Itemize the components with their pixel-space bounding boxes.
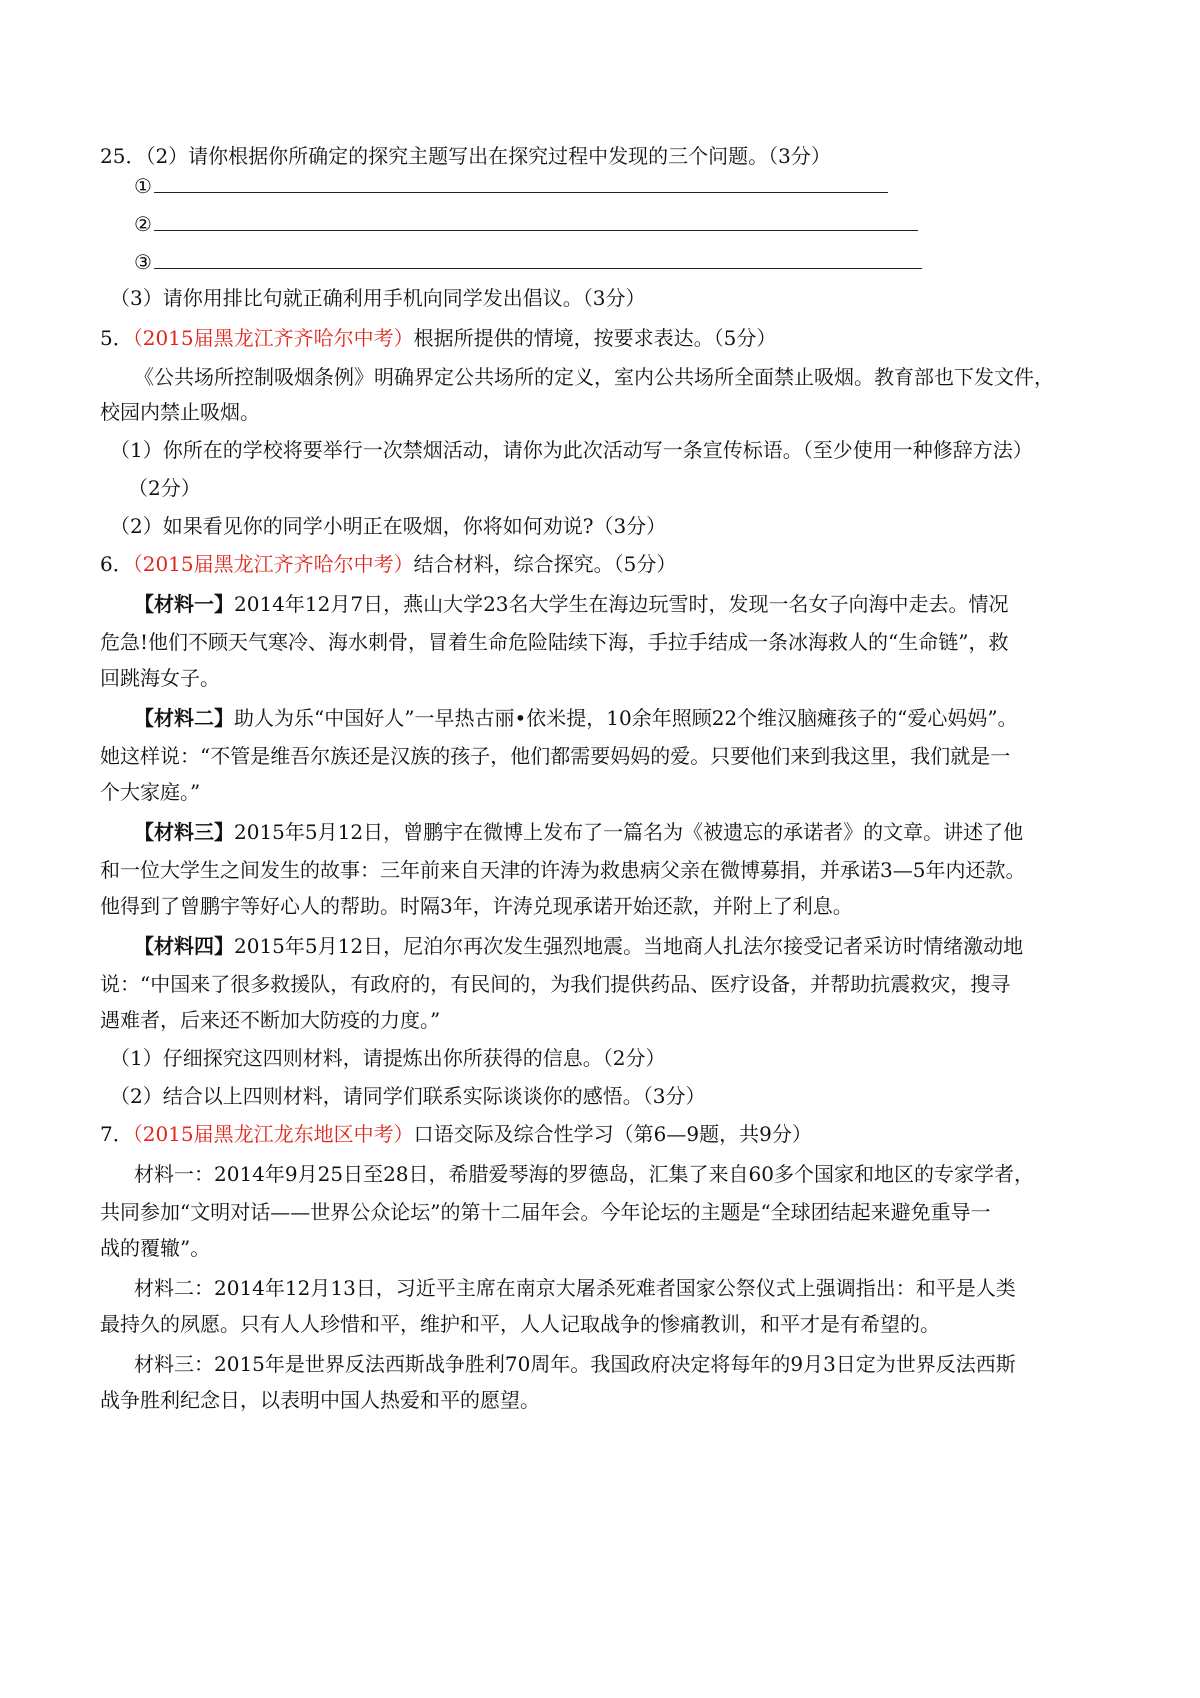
q6-material2-line-2: 她这样说：“不管是维吾尔族还是汉族的孩子，他们都需要妈妈的爱。只要他们来到我这里，我们就是一 [100, 744, 1011, 768]
q6-sub2: （2）结合以上四则材料，请同学们联系实际谈谈你的感悟。（3分） [110, 1084, 706, 1108]
q6-source: （2015届黑龙江齐齐哈尔中考） [132, 552, 414, 576]
q7-material1-line-3: 战的覆辙”。 [100, 1236, 211, 1260]
q7-material1-line-1: 材料一：2014年9月25日至28日，希腊爱琴海的罗德岛，汇集了来自60多个国家和地区的专家学者， [134, 1162, 1034, 1186]
q7-material1-line-2: 共同参加“文明对话——世界公众论坛”的第十二届年会。今年论坛的主题是“全球团结起来避免重导一 [100, 1200, 991, 1224]
q6-material4-line-1: 【材料四】2015年5月12日，尼泊尔再次发生强烈地震。当地商人扎法尔接受记者采访时情绪激动地 [134, 934, 1024, 958]
material2-label: 【材料二】 [134, 706, 234, 730]
q5-source: （2015届黑龙江齐齐哈尔中考） [132, 326, 414, 350]
q6-material3-line-3: 他得到了曾鹏宇等好心人的帮助。时隔3年，许涛兑现承诺开始还款，并附上了利息。 [100, 894, 853, 918]
q5-title: 根据所提供的情境，按要求表达。（5分） [413, 326, 777, 350]
q7-title: 口语交际及综合性学习（第6—9题，共9分） [413, 1122, 812, 1146]
blank-2 [154, 210, 918, 231]
q5-sub1: （1）你所在的学校将要举行一次禁烟活动，请你为此次活动写一条宣传标语。（至少使用一种修辞方法） [110, 438, 1033, 462]
q6-material2-line-3: 个大家庭。” [100, 780, 201, 804]
q7-material3-line-2: 战争胜利纪念日，以表明中国人热爱和平的愿望。 [100, 1388, 540, 1412]
q6-material1-line-2: 危急!他们不顾天气寒冷、海水刺骨，冒着生命危险陆续下海，手拉手结成一条冰海救人的“生命链”，救 [100, 630, 1009, 654]
answer-line-2[interactable] [134, 210, 918, 238]
q5-heading [100, 324, 776, 352]
q5-number: 5． [100, 326, 133, 350]
q6-sub1: （1）仔细探究这四则材料，请提炼出你所获得的信息。（2分） [110, 1046, 666, 1070]
q7-material2-line-2: 最持久的夙愿。只有人人珍惜和平，维护和平，人人记取战争的惨痛教训，和平才是有希望的。 [100, 1312, 940, 1336]
material1-label: 【材料一】 [134, 592, 234, 616]
q7-source: （2015届黑龙江龙东地区中考） [132, 1122, 414, 1146]
answer-line-3[interactable] [134, 248, 922, 276]
circled-1: ① [134, 174, 152, 198]
blank-3 [154, 248, 922, 269]
circled-2: ② [134, 212, 152, 236]
q5-para-line-1: 《公共场所控制吸烟条例》明确界定公共场所的定义，室内公共场所全面禁止吸烟。教育部也下发文件， [134, 365, 1054, 389]
q6-title: 结合材料，综合探究。（5分） [413, 552, 677, 576]
q7-material3-line-1: 材料三：2015年是世界反法西斯战争胜利70周年。我国政府决定将每年的9月3日定为世界反法西斯 [134, 1352, 1016, 1376]
q6-material1-line-1: 【材料一】2014年12月7日，燕山大学23名大学生在海边玩雪时，发现一名女子向海中走去。情况 [134, 592, 1009, 616]
q6-heading [100, 550, 676, 578]
q7-number: 7． [100, 1122, 133, 1146]
q6-number: 6． [100, 552, 133, 576]
q7-heading [100, 1120, 812, 1148]
answer-line-1[interactable] [134, 172, 888, 200]
q6-material2-line-1: 【材料二】助人为乐“中国好人”一早热古丽•依米提，10余年照顾22个维汉脑瘫孩子的“爱心妈妈”。 [134, 706, 1018, 730]
q7-material2-line-1: 材料二：2014年12月13日，习近平主席在南京大屠杀死难者国家公祭仪式上强调指出：和平是人类 [134, 1276, 1016, 1300]
material3-label: 【材料三】 [134, 820, 234, 844]
q6-material3-line-1: 【材料三】2015年5月12日，曾鹏宇在微博上发布了一篇名为《被遗忘的承诺者》的文章。讲述了他 [134, 820, 1024, 844]
q25-part3: （3）请你用排比句就正确利用手机向同学发出倡议。（3分） [110, 286, 646, 310]
circled-3: ③ [134, 250, 152, 274]
material4-label: 【材料四】 [134, 934, 234, 958]
blank-1 [154, 172, 888, 193]
q5-sub1-score: （2分） [128, 476, 201, 500]
q25-part2: 25．（2）请你根据你所确定的探究主题写出在探究过程中发现的三个问题。（3分） [100, 144, 831, 168]
q5-para-line-2: 校园内禁止吸烟。 [100, 400, 260, 424]
q6-material4-line-2: 说：“中国来了很多救援队，有政府的，有民间的，为我们提供药品、医疗设备，并帮助抗震救灾，搜寻 [100, 972, 1011, 996]
q6-material4-line-3: 遇难者，后来还不断加大防疫的力度。” [100, 1008, 441, 1032]
q5-sub2: （2）如果看见你的同学小明正在吸烟，你将如何劝说?（3分） [110, 514, 667, 538]
q6-material3-line-2: 和一位大学生之间发生的故事：三年前来自天津的许涛为救患病父亲在微博募捐，并承诺3—5年内还款。 [100, 858, 1026, 882]
q6-material1-line-3: 回跳海女子。 [100, 666, 220, 690]
